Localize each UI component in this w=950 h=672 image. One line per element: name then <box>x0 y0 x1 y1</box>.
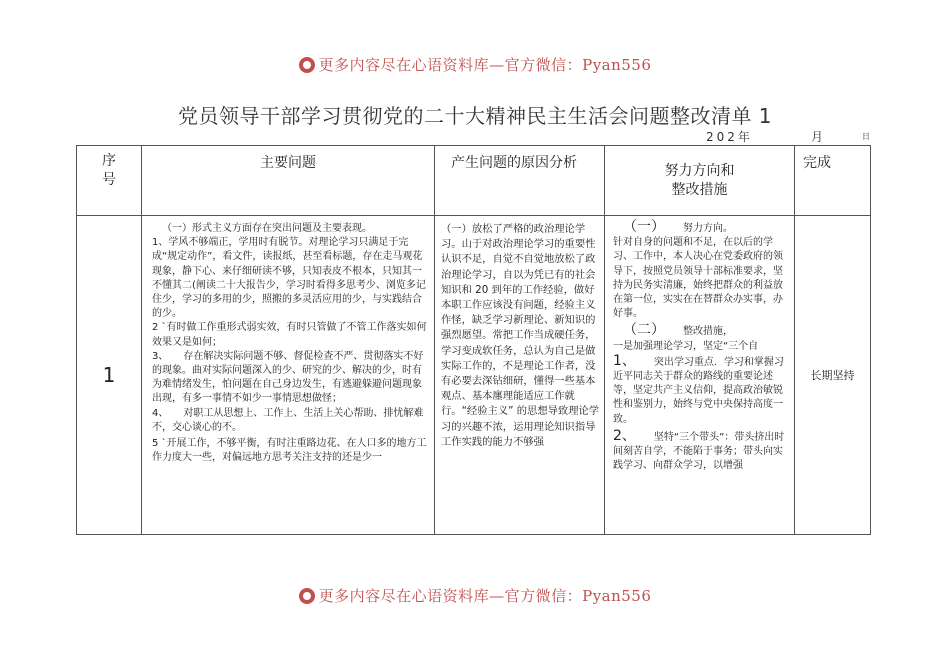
measure-item-1: 1、 突出学习重点．学习和掌握习近平同志关于群众的路线的重要论述等，坚定共产主义信仰，提高政治敏锐性和鉴别力，始终与党中央保持高度一致。 <box>613 352 784 425</box>
measure-item-2: 2、 坚特“三个带头”：带头挤出时间刻苦自学，不能陷于事务；带头向实践学习、向群众学习，以增强 <box>613 427 785 472</box>
date-line <box>0 128 950 144</box>
issue-line: （一）形式主义方面存在突出问题及主要表现。 <box>162 223 372 234</box>
header-seq: 序号 <box>77 146 142 216</box>
table-header-row <box>77 146 871 216</box>
watermark-bottom <box>0 585 950 606</box>
header-measure-line1: 努力方向和 <box>664 163 735 179</box>
row-measure <box>605 216 795 535</box>
measure-section-2: （二） 整改措施， <box>623 322 733 339</box>
watermark-text: 更多内容尽在心语资料库—官方微信：Pyan556 <box>318 587 652 605</box>
watermark-text: 更多内容尽在心语资料库—官方微信：Pyan556 <box>318 56 652 74</box>
watermark-top <box>0 54 950 75</box>
header-measure-line2: 整改措施 <box>671 182 728 198</box>
row-cause: （一）放松了严格的政治理论学习。山于对政治理论学习的重要性认识不足，自觉不自觉地放松了政治理论学习，自以为凭已有的社会知识和 20 到年的工作经验，做好本职工作应该没有问题，经验主义作怪，缺乏学习新理论、新知识的强烈愿望。常把工作当成硬任务，学习变成软任务，总认为自己是做实际工作的，不是理论工作者，没有必要去深钻细研，懂得一些基本观点、基本廛理能适应工作就行。“经验主义” 的思想导致理论学习的兴趣不浓，运用理论知识指导工作实践的能力不够强 <box>435 216 605 535</box>
logo-icon <box>299 57 315 73</box>
logo-icon <box>299 588 315 604</box>
date-month: 月 <box>811 130 824 144</box>
header-done: 完成 <box>795 146 871 216</box>
measure-intro: 一是加强理论学习，坚定“三个自 <box>613 340 759 352</box>
issue-line: 1、学风不够端正，学用时有脱节。对理论学习只满足于完成“规定动作”，看文件，读报纸，甚至看标题，存在走马观花现象，静下心、来仔细研读不够，只知表皮不根本，只知其一不懂其二(阐读二十大报告少，学习时看得多思考少、浏览多记住少，学习的多用的少，照搬的多灵活应用的少，与实践结合的少。 <box>152 237 426 320</box>
issue-line: 5 `开展工作，不够平衡，有时注重路边花、在人口多的地方工作力度大一些，对偏远地方思考关注支持的还是少一 <box>152 438 427 464</box>
date-day: 日 <box>862 132 870 141</box>
measure-section-1: （一） 努力方向。 <box>623 219 733 235</box>
header-issue: 主要问题 <box>142 146 435 216</box>
rectification-table <box>76 145 871 535</box>
measure-direction-text: 针对自身的问题和不足，在以后的学习、工作中，本人决心在党委政府的领导下，按照党员领导十部标准要求，坚持为民务实清廉，始终把群众的利益放在第一位，实实在在替群众办实事，办好事。 <box>613 237 783 320</box>
table-row <box>77 216 871 535</box>
row-issue <box>142 216 435 535</box>
row-seq: 1 <box>77 216 142 535</box>
header-measure <box>605 146 795 216</box>
issue-line: 2 `有时做工作重形式弱实效，有时只管做了不管工作落实如何效果又是如何； <box>152 322 427 348</box>
header-cause: 产生问题的原因分析 <box>435 146 605 216</box>
issue-line: 4、 对职工从思想上、工作上、生活上关心帮助、排忧解难不，交心谈心的不。 <box>152 407 424 433</box>
row-done: 长期坚持 <box>795 216 871 535</box>
date-year: 202年 <box>706 130 753 144</box>
issue-line: 3、 存在解决实际问题不够、督促检查不严、贯彻落实不好的现象。曲对实际问题深入的少、研究的少、解决的少，时有为难情绪发生，怕问题在自己身边发生，有逃避躲避问题现象出现，有多一事情不如少一事情思想做怪； <box>152 350 424 405</box>
document-title: 党员领导干部学习贯彻党的二十大精神民主生活会问题整改清单 1 <box>177 104 773 128</box>
